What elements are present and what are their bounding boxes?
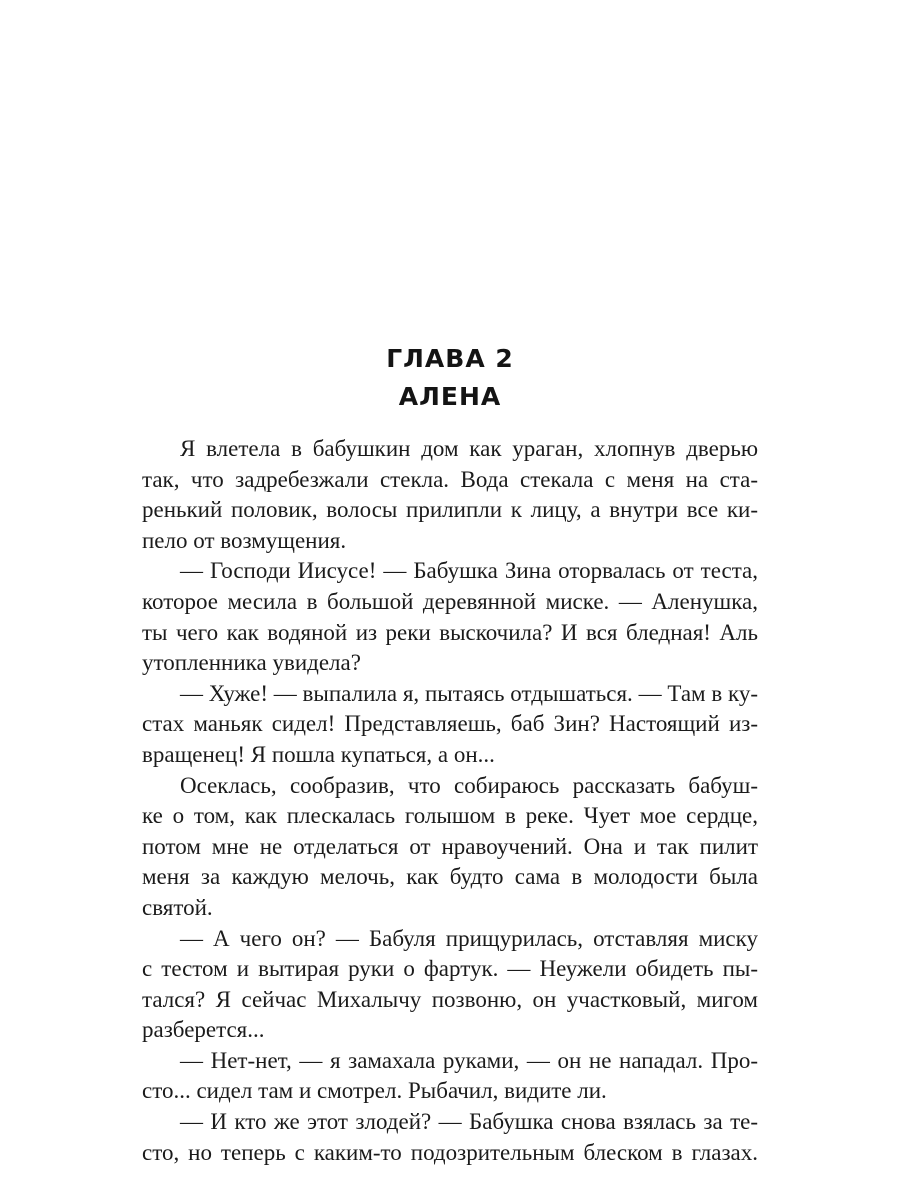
chapter-heading xyxy=(0,340,900,416)
text-line: ты чего как водяной из реки выскочила? И вся бледная! Аль xyxy=(142,619,758,645)
text-line: — Нет-нет, — я замахала руками, — он не нападал. Про- xyxy=(180,1047,758,1073)
text-line: так, что задребезжали стекла. Вода стекала с меня на ста- xyxy=(142,466,758,492)
text-line: Осеклась, сообразив, что собираюсь рассказать бабуш- xyxy=(180,772,758,798)
text-line: Я влетела в бабушкин дом как ураган, хлопнув дверью xyxy=(180,436,758,461)
text-line: сто, но теперь с каким-то подозрительным блеском в глазах. xyxy=(142,1139,758,1165)
text-line: с тестом и вытирая руки о фартук. — Неужели обидеть пы- xyxy=(142,956,758,982)
text-line: стах маньяк сидел! Представляешь, баб Зин? Настоящий из- xyxy=(142,711,758,737)
chapter-number: ГЛАВА 2 xyxy=(386,344,514,373)
text-line: ренький половик, волосы прилипли к лицу, а внутри все ки- xyxy=(142,497,758,523)
text-line: — И кто же этот злодей? — Бабушка снова взялась за те- xyxy=(180,1109,758,1135)
text-line: меня за каждую мелочь, как будто сама в молодости была xyxy=(142,864,758,890)
text-line: которое месила в большой деревянной миске. — Аленушка, xyxy=(142,588,758,614)
text-line: — Господи Иисусе! — Бабушка Зина оторвалась от теста, xyxy=(180,558,758,584)
text-line: вращенец! Я пошла купаться, а он... xyxy=(142,741,495,767)
chapter-title: АЛЕНА xyxy=(398,382,502,411)
text-line: разберется... xyxy=(142,1017,265,1043)
text-line: — А чего он? — Бабуля прищурилась, отставляя миску xyxy=(180,925,758,951)
text-line: святой. xyxy=(142,894,213,920)
text-line: пело от возмущения. xyxy=(142,527,347,553)
text-line: утопленника увидела? xyxy=(142,650,361,676)
text-line: сто... сидел там и смотрел. Рыбачил, видите ли. xyxy=(142,1078,607,1104)
text-line: — Хуже! — выпалила я, пытаясь отдышаться. — Там в ку- xyxy=(180,680,758,706)
chapter-body-text xyxy=(142,434,758,1168)
text-line: ке о том, как плескалась голышом в реке. Чует мое сердце, xyxy=(142,803,758,829)
text-line: потом мне не отделаться от нравоучений. Она и так пилит xyxy=(142,833,758,859)
text-line: тался? Я сейчас Михалычу позвоню, он участковый, мигом xyxy=(142,986,758,1012)
